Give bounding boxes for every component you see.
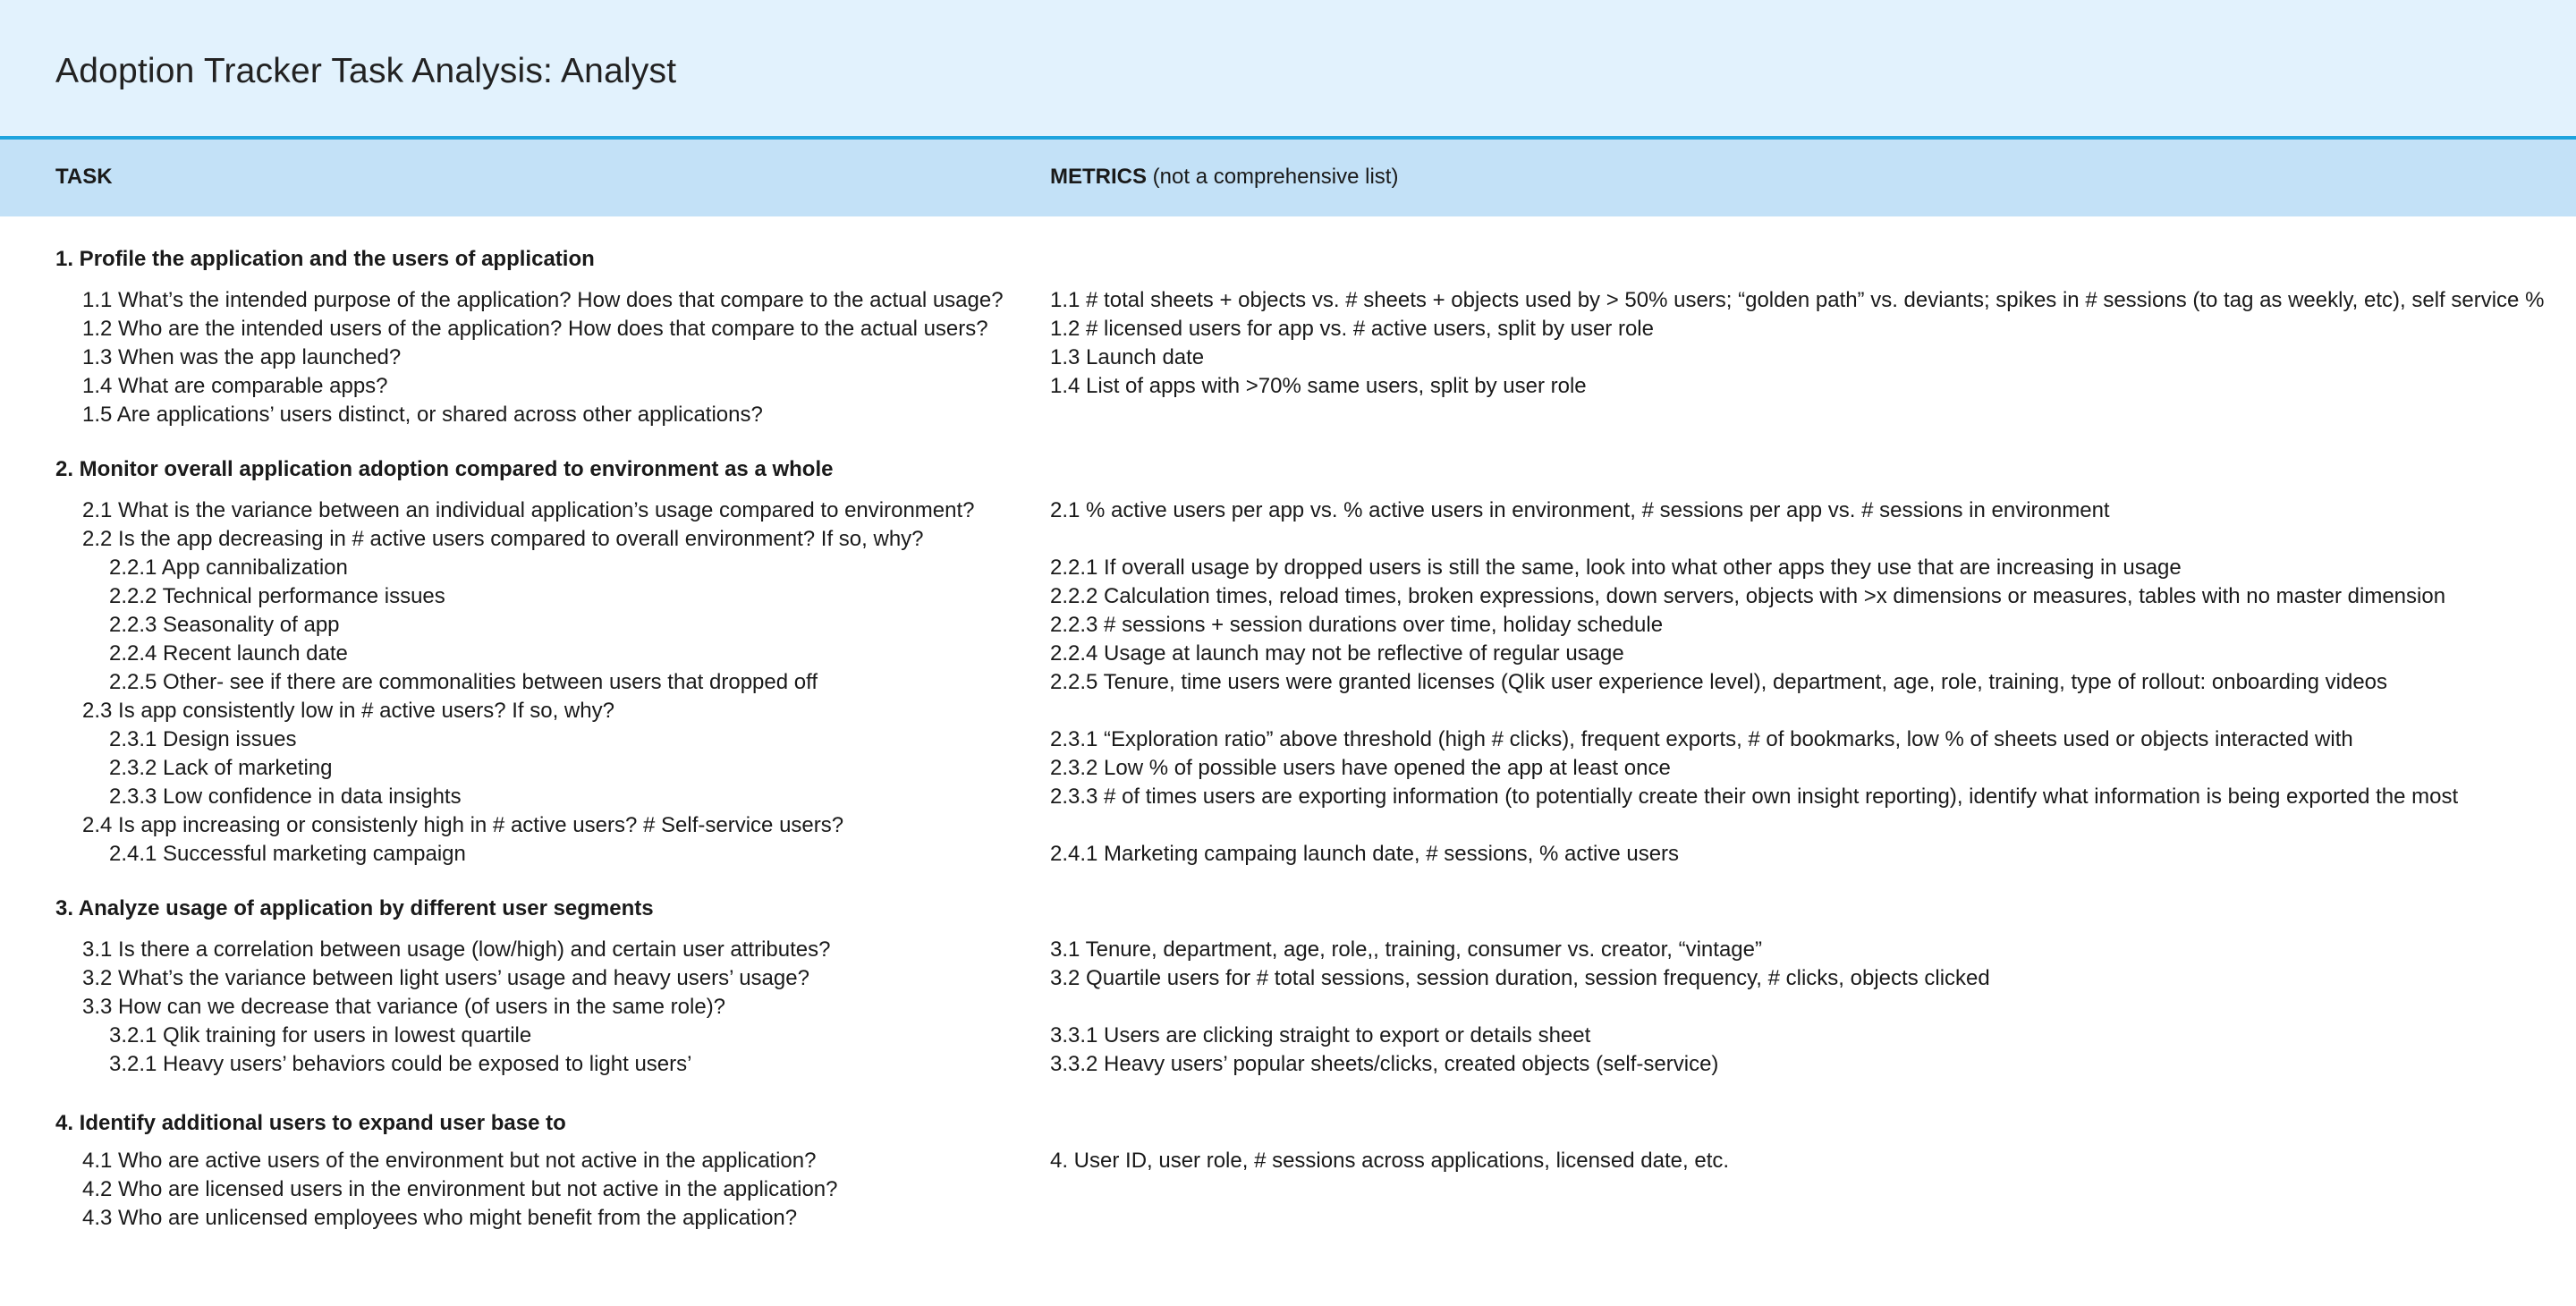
metric-item: 2.4.1 Marketing campaing launch date, # sessions, % active users xyxy=(1050,842,1680,866)
task-item: 4.2 Who are licensed users in the environment but not active in the application? xyxy=(82,1177,838,1201)
section-heading: 1. Profile the application and the users of application xyxy=(55,247,595,271)
metric-item: 3.3.1 Users are clicking straight to export or details sheet xyxy=(1050,1023,1591,1047)
subtask-item: 2.2.3 Seasonality of app xyxy=(109,613,340,637)
metric-item: 2.2.4 Usage at launch may not be reflective of regular usage xyxy=(1050,641,1624,666)
page-title: Adoption Tracker Task Analysis: Analyst xyxy=(55,52,677,90)
metric-item: 3.3.2 Heavy users’ popular sheets/clicks, created objects (self-service) xyxy=(1050,1052,1719,1076)
task-item: 1.4 What are comparable apps? xyxy=(82,374,388,398)
task-item: 3.2 What’s the variance between light users’ usage and heavy users’ usage? xyxy=(82,966,809,990)
task-item: 4.3 Who are unlicensed employees who might benefit from the application? xyxy=(82,1206,798,1230)
metric-item: 1.4 List of apps with >70% same users, split by user role xyxy=(1050,374,1587,398)
metrics-header-label: METRICS xyxy=(1050,165,1147,189)
metric-item: 2.3.3 # of times users are exporting information (to potentially create their own insight reporting), identify what information is being exported the most xyxy=(1050,784,2459,809)
metric-item: 4. User ID, user role, # sessions across applications, licensed date, etc. xyxy=(1050,1149,1730,1173)
metric-item: 2.2.1 If overall usage by dropped users is still the same, look into what other apps they use that are increasing in usage xyxy=(1050,555,2182,580)
task-item: 2.4 Is app increasing or consistenly high in # active users? # Self-service users? xyxy=(82,813,844,837)
section-heading: 2. Monitor overall application adoption compared to environment as a whole xyxy=(55,457,834,481)
title-bar xyxy=(0,0,2576,140)
subtask-item: 3.2.1 Qlik training for users in lowest quartile xyxy=(109,1023,532,1047)
metric-item: 2.3.2 Low % of possible users have opened the app at least once xyxy=(1050,756,1671,780)
subtask-item: 2.4.1 Successful marketing campaign xyxy=(109,842,466,866)
subtask-item: 2.3.3 Low confidence in data insights xyxy=(109,784,462,809)
subtask-item: 2.2.1 App cannibalization xyxy=(109,555,348,580)
analysis-table xyxy=(0,216,2576,1306)
task-item: 1.3 When was the app launched? xyxy=(82,345,402,369)
subtask-item: 3.2.1 Heavy users’ behaviors could be exposed to light users’ xyxy=(109,1052,692,1076)
task-column-header: TASK xyxy=(55,165,113,189)
subtask-item: 2.2.4 Recent launch date xyxy=(109,641,348,666)
task-item: 2.2 Is the app decreasing in # active users compared to overall environment? If so, why? xyxy=(82,527,924,551)
metric-item: 1.3 Launch date xyxy=(1050,345,1205,369)
metric-item: 2.2.2 Calculation times, reload times, broken expressions, down servers, objects with >x dimensions or measures, tables with no master dimension xyxy=(1050,584,2446,608)
task-item: 1.2 Who are the intended users of the application? How does that compare to the actual users? xyxy=(82,317,988,341)
task-item: 2.3 Is app consistently low in # active users? If so, why? xyxy=(82,699,614,723)
metric-item: 3.1 Tenure, department, age, role,, training, consumer vs. creator, “vintage” xyxy=(1050,937,1762,962)
metric-item: 1.2 # licensed users for app vs. # active users, split by user role xyxy=(1050,317,1654,341)
subtask-item: 2.2.5 Other- see if there are commonalities between users that dropped off xyxy=(109,670,818,694)
task-item: 1.1 What’s the intended purpose of the application? How does that compare to the actual usage? xyxy=(82,288,1004,312)
metric-item: 2.2.3 # sessions + session durations over time, holiday schedule xyxy=(1050,613,1664,637)
metric-item: 1.1 # total sheets + objects vs. # sheets + objects used by > 50% users; “golden path” vs. deviants; spikes in # sessions (to tag as weekly, etc), self service % xyxy=(1050,288,2545,312)
metrics-header-note: (not a comprehensive list) xyxy=(1152,165,1399,189)
section-heading: 4. Identify additional users to expand user base to xyxy=(55,1111,566,1135)
subtask-item: 2.3.2 Lack of marketing xyxy=(109,756,333,780)
metric-item: 3.2 Quartile users for # total sessions, session duration, session frequency, # clicks, objects clicked xyxy=(1050,966,1990,990)
task-item: 1.5 Are applications’ users distinct, or shared across other applications? xyxy=(82,403,763,427)
section-heading: 3. Analyze usage of application by different user segments xyxy=(55,896,654,920)
task-item: 4.1 Who are active users of the environment but not active in the application? xyxy=(82,1149,817,1173)
task-item: 3.1 Is there a correlation between usage (low/high) and certain user attributes? xyxy=(82,937,831,962)
metric-item: 2.2.5 Tenure, time users were granted licenses (Qlik user experience level), department, age, role, training, type of rollout: onboarding videos xyxy=(1050,670,2388,694)
metric-item: 2.3.1 “Exploration ratio” above threshold (high # clicks), frequent exports, # of bookmarks, low % of sheets used or objects interacted with xyxy=(1050,727,2353,751)
metrics-column-header xyxy=(1050,165,1398,190)
column-header xyxy=(0,140,2576,216)
subtask-item: 2.2.2 Technical performance issues xyxy=(109,584,445,608)
task-item: 3.3 How can we decrease that variance (of users in the same role)? xyxy=(82,995,726,1019)
task-item: 2.1 What is the variance between an individual application’s usage compared to environment? xyxy=(82,498,975,522)
metric-item: 2.1 % active users per app vs. % active users in environment, # sessions per app vs. # sessions in environment xyxy=(1050,498,2110,522)
subtask-item: 2.3.1 Design issues xyxy=(109,727,297,751)
